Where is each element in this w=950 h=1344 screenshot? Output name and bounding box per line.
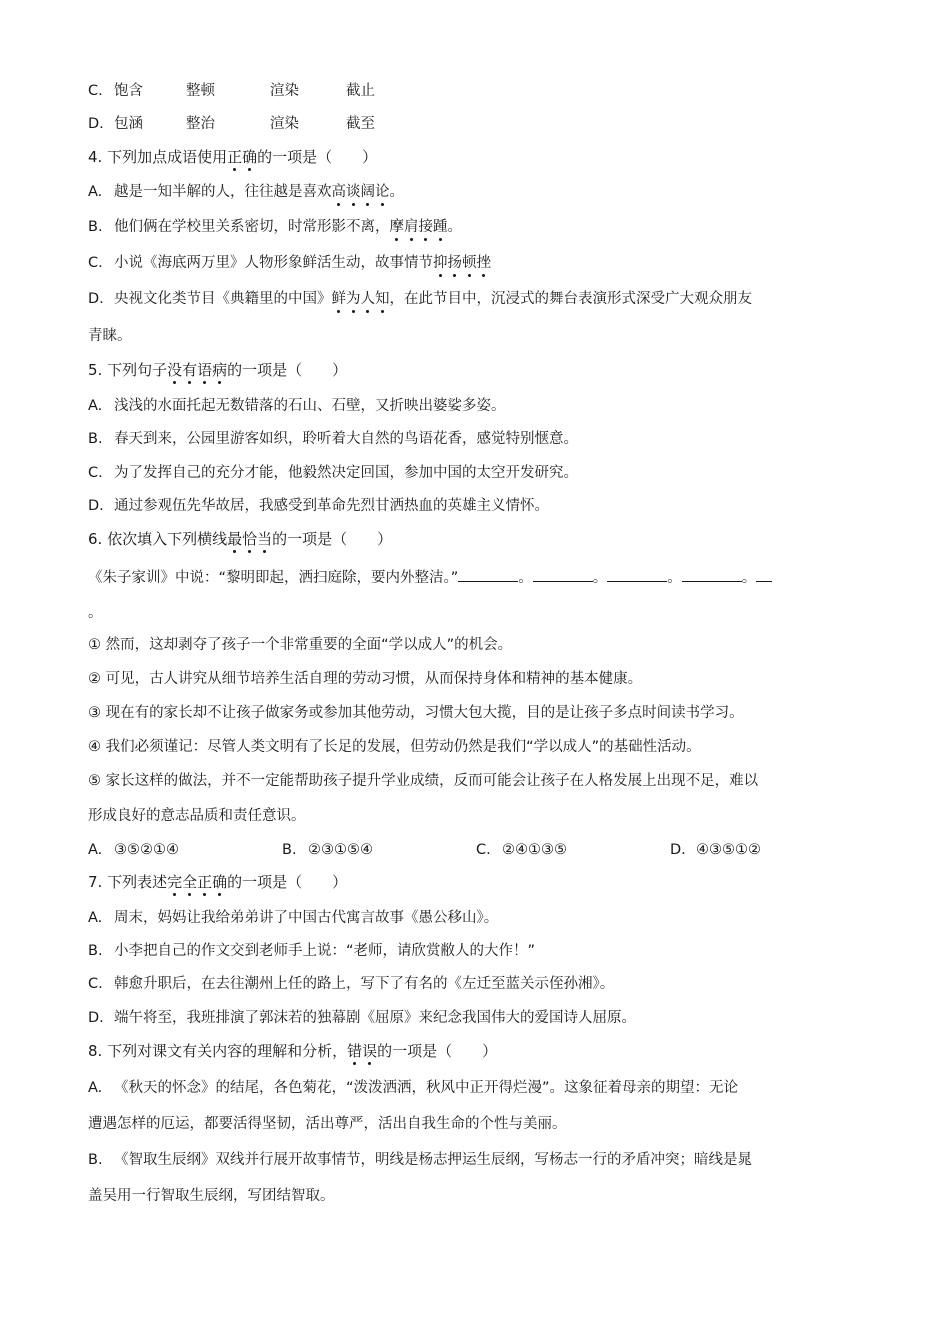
option-text: ，在此节目中，沉浸式的舞台表演形式深受广大观众朋友 [389,291,752,307]
option-label: A. [88,1080,103,1096]
emphasis-char: 恰 [242,530,258,548]
emphasis-char: 正 [227,148,243,166]
question-number: 7. [88,873,103,891]
q7-option-c [88,974,614,994]
q5-option-c [88,463,578,483]
fill-blank [756,567,772,582]
q7-stem [88,872,347,892]
option-text: ③⑤②①④ [114,842,179,858]
q6-item-2: ② 可见，古人讲究从细节培养生活自理的劳动习惯，从而保持身体和精神的基本健康。 [88,671,643,687]
emphasis-char: 谈 [346,184,361,200]
option-label: D. [88,291,104,307]
stem-text: 的一项是（ ） [257,148,378,166]
option-text: 。 [389,184,404,200]
option-label: A. [88,184,103,200]
option-word: 饱含 [114,83,143,99]
q6-choices [88,840,761,860]
option-text: ②③①⑤④ [308,842,373,858]
fill-blank [682,567,742,582]
q8-option-a [88,1078,738,1098]
option-text: 央视文化类节目《典籍里的中国》 [114,291,332,307]
option-text: 。 [447,219,462,235]
stem-text: 下列句子 [107,361,168,379]
q4-option-d-cont: 青睐。 [88,328,132,344]
q5-stem [88,360,347,380]
option-label: B. [88,219,103,235]
option-label: B. [88,1152,103,1168]
q4-option-d [88,289,752,309]
q6-item-4: ④ 我们必须谨记：尽管人类文明有了长足的发展，但劳动仍然是我们“学以成人”的基础性活动。 [88,739,701,755]
emphasis-char: 知 [375,291,390,307]
q7-option-b [88,941,535,961]
emphasis-char: 为 [346,291,361,307]
emphasis-char: 摩 [389,219,404,235]
emphasis-char: 错 [347,1042,363,1060]
option-word: 截至 [346,116,375,132]
emphasis-char: 扬 [447,255,462,271]
option-label: D. [88,116,104,132]
emphasis-char: 阔 [360,184,375,200]
option-word: 整治 [186,116,215,132]
q4-option-b [88,217,462,237]
option-text: 春天到来，公园里游客如织，聆听着大自然的鸟语花香，感觉特别惬意。 [114,431,578,447]
emphasis-char: 当 [257,530,273,548]
emphasis-char: 顿 [462,255,477,271]
emphasis-char: 没 [167,361,183,379]
choice-a [88,840,282,860]
blank-period: 。 [518,570,533,586]
q6-passage [88,567,772,588]
option-label: B. [88,431,103,447]
fill-blank [607,567,667,582]
option-word: 截止 [346,83,375,99]
option-text: 为了发挥自己的充分才能，他毅然决定回国，参加中国的太空开发研究。 [114,465,578,481]
option-text: 《智取生辰纲》双线并行展开故事情节，明线是杨志押运生辰纲，写杨志一行的矛盾冲突；暗线是晁 [114,1152,752,1168]
emphasis-char: 完 [167,873,183,891]
option-label: C. [476,842,491,858]
emphasis-char: 误 [362,1042,378,1060]
option-text: ④③⑤①② [696,842,761,858]
question-number: 6. [88,530,103,548]
q8-option-b [88,1150,752,1170]
stem-text: 的一项是（ ） [272,530,393,548]
option-word: 整顿 [186,83,215,99]
q3-option-c [88,81,375,101]
q6-item-5-cont: 形成良好的意志品质和责任意识。 [88,808,306,824]
stem-text: 下列表述 [107,873,168,891]
option-text: 越是一知半解的人，往往越是喜欢 [114,184,332,200]
option-text: 《秋天的怀念》的结尾，各色菊花，“泼泼洒洒，秋风中正开得烂漫”。这象征着母亲的期望：无论 [114,1080,739,1096]
option-text: 小李把自己的作文交到老师手上说：“老师，请欣赏敝人的大作！” [114,943,536,959]
option-label: C. [88,976,103,992]
q4-option-c [88,253,491,273]
emphasis-char: 全 [182,873,198,891]
emphasis-char: 确 [242,148,258,166]
q8-stem [88,1041,497,1061]
blank-period: 。 [667,570,682,586]
passage-text: 《朱子家训》中说：“黎明即起，洒扫庭除，要内外整洁。” [88,570,459,586]
q8-option-a-cont: 遭遇怎样的厄运，都要活得坚韧，活出尊严，活出自我生命的个性与美丽。 [88,1116,567,1132]
emphasis-char: 人 [360,291,375,307]
emphasis-char: 接 [418,219,433,235]
q7-option-a [88,908,498,928]
option-label: B. [282,842,297,858]
q6-item-5: ⑤ 家长这样的做法，并不一定能帮助孩子提升学业成绩，反而可能会让孩子在人格发展上出现不足，难以 [88,773,759,789]
option-label: A. [88,842,103,858]
q5-option-a [88,396,506,416]
option-text: 韩愈升职后，在去往潮州上任的路上，写下了有名的《左迁至蓝关示侄孙湘》。 [114,976,615,992]
emphasis-char: 最 [227,530,243,548]
stem-text: 依次填入下列横线 [107,530,228,548]
option-word: 渲染 [270,116,299,132]
option-text: 通过参观伍先华故居，我感受到革命先烈甘洒热血的英雄主义情怀。 [114,498,549,514]
option-label: D. [88,1010,104,1026]
option-word: 包涵 [114,116,143,132]
q5-option-b [88,429,578,449]
fill-blank [533,567,593,582]
option-text: 端午将至，我班排演了郭沫若的独幕剧《屈原》来纪念我国伟大的爱国诗人屈原。 [114,1010,636,1026]
choice-d [670,840,761,860]
option-text: 浅浅的水面托起无数错落的石山、石壁，又折映出婆娑多姿。 [114,398,506,414]
fill-blank [458,567,518,582]
option-text: ②④①③⑤ [502,842,567,858]
option-label: C. [88,465,103,481]
q4-stem [88,147,377,167]
option-label: D. [88,498,104,514]
emphasis-char: 高 [331,184,346,200]
option-text: 他们俩在学校里关系密切，时常形影不离， [114,219,390,235]
choice-b [282,840,476,860]
option-label: A. [88,398,103,414]
stem-text: 的一项是（ ） [227,873,348,891]
option-label: B. [88,943,103,959]
question-number: 5. [88,361,103,379]
emphasis-char: 抑 [433,255,448,271]
emphasis-char: 论 [375,184,390,200]
option-label: C. [88,255,103,271]
blank-period: 。 [592,570,608,586]
q4-option-a [88,182,404,202]
emphasis-char: 挫 [476,255,491,271]
emphasis-char: 病 [212,361,228,379]
stem-text: 的一项是（ ） [227,361,348,379]
emphasis-char: 鲜 [331,291,346,307]
stem-text: 下列对课文有关内容的理解和分析， [107,1042,348,1060]
option-label: A. [88,910,103,926]
question-number: 8. [88,1042,103,1060]
q7-option-d [88,1008,636,1028]
choice-c [476,840,670,860]
q6-item-1: ① 然而，这却剥夺了孩子一个非常重要的全面“学以成人”的机会。 [88,637,513,653]
stem-text: 的一项是（ ） [377,1042,498,1060]
option-text: 周末，妈妈让我给弟弟讲了中国古代寓言故事《愚公移山》。 [114,910,499,926]
emphasis-char: 正 [197,873,213,891]
question-number: 4. [88,148,103,166]
option-label: C. [88,83,103,99]
emphasis-char: 肩 [404,219,419,235]
emphasis-char: 确 [212,873,228,891]
emphasis-char: 语 [197,361,213,379]
q6-item-3: ③ 现在有的家长却不让孩子做家务或参加其他劳动，习惯大包大揽，目的是让孩子多点时间读书学习。 [88,705,744,721]
emphasis-char: 有 [182,361,198,379]
option-word: 渲染 [270,83,299,99]
blank-period: 。 [741,570,757,586]
q5-option-d [88,496,549,516]
q6-stem [88,529,392,549]
option-label: D. [670,842,686,858]
stem-text: 下列加点成语使用 [107,148,228,166]
q3-option-d [88,114,375,134]
option-text: 小说《海底两万里》人物形象鲜活生动，故事情节 [114,255,433,271]
emphasis-char: 踵 [433,219,448,235]
q8-option-b-cont: 盖吴用一行智取生辰纲，写团结智取。 [88,1188,335,1204]
q6-passage-end: 。 [88,605,103,621]
